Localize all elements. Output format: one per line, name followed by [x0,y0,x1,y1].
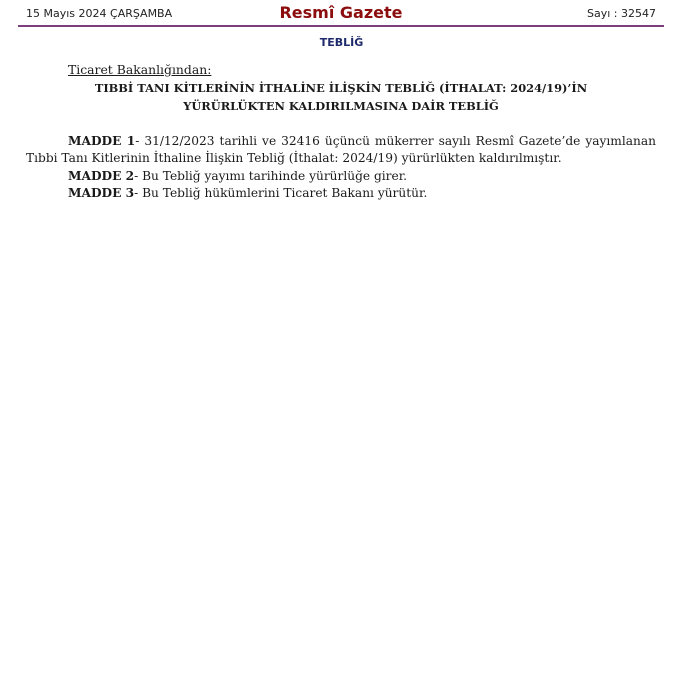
article-number: MADDE 2 [68,168,135,183]
issue-number: Sayı : 32547 [587,7,656,20]
article-3 [26,185,656,203]
document-title-line-1: TIBBİ TANI KİTLERİNİN İTHALİNE İLİŞKİN TEBLİĞ (İTHALAT: 2024/19)’İN [94,80,588,95]
article-number: MADDE 1 [68,133,136,148]
issuing-ministry: Ticaret Bakanlığından: [68,62,212,77]
gazette-header [18,3,664,27]
document-title [26,79,656,115]
article-1 [26,133,656,168]
publication-date: 15 Mayıs 2024 ÇARŞAMBA [26,7,173,20]
article-text: - 31/12/2023 tarihli ve 32416 üçüncü mükerrer sayılı Resmî Gazete’de yayımlanan Tıbbi Tanı Kitlerinin İthaline İlişkin Tebliğ (İthalat: 2024/19) yürürlükten kaldırılmıştır. [26,133,656,165]
article-2 [26,168,656,186]
gazette-name: Resmî Gazete [279,3,403,22]
article-text: - Bu Tebliğ yayımı tarihinde yürürlüğe girer. [134,168,408,183]
spacer [26,115,656,133]
article-number: MADDE 3 [68,186,135,200]
article-text: - Bu Tebliğ hükümlerini Ticaret Bakanı yürütür. [134,186,428,200]
document-body [26,61,656,203]
document-title-line-2: YÜRÜRLÜKTEN KALDIRILMASINA DAİR TEBLİĞ [183,98,499,113]
section-type-heading: TEBLİĞ [319,36,364,49]
